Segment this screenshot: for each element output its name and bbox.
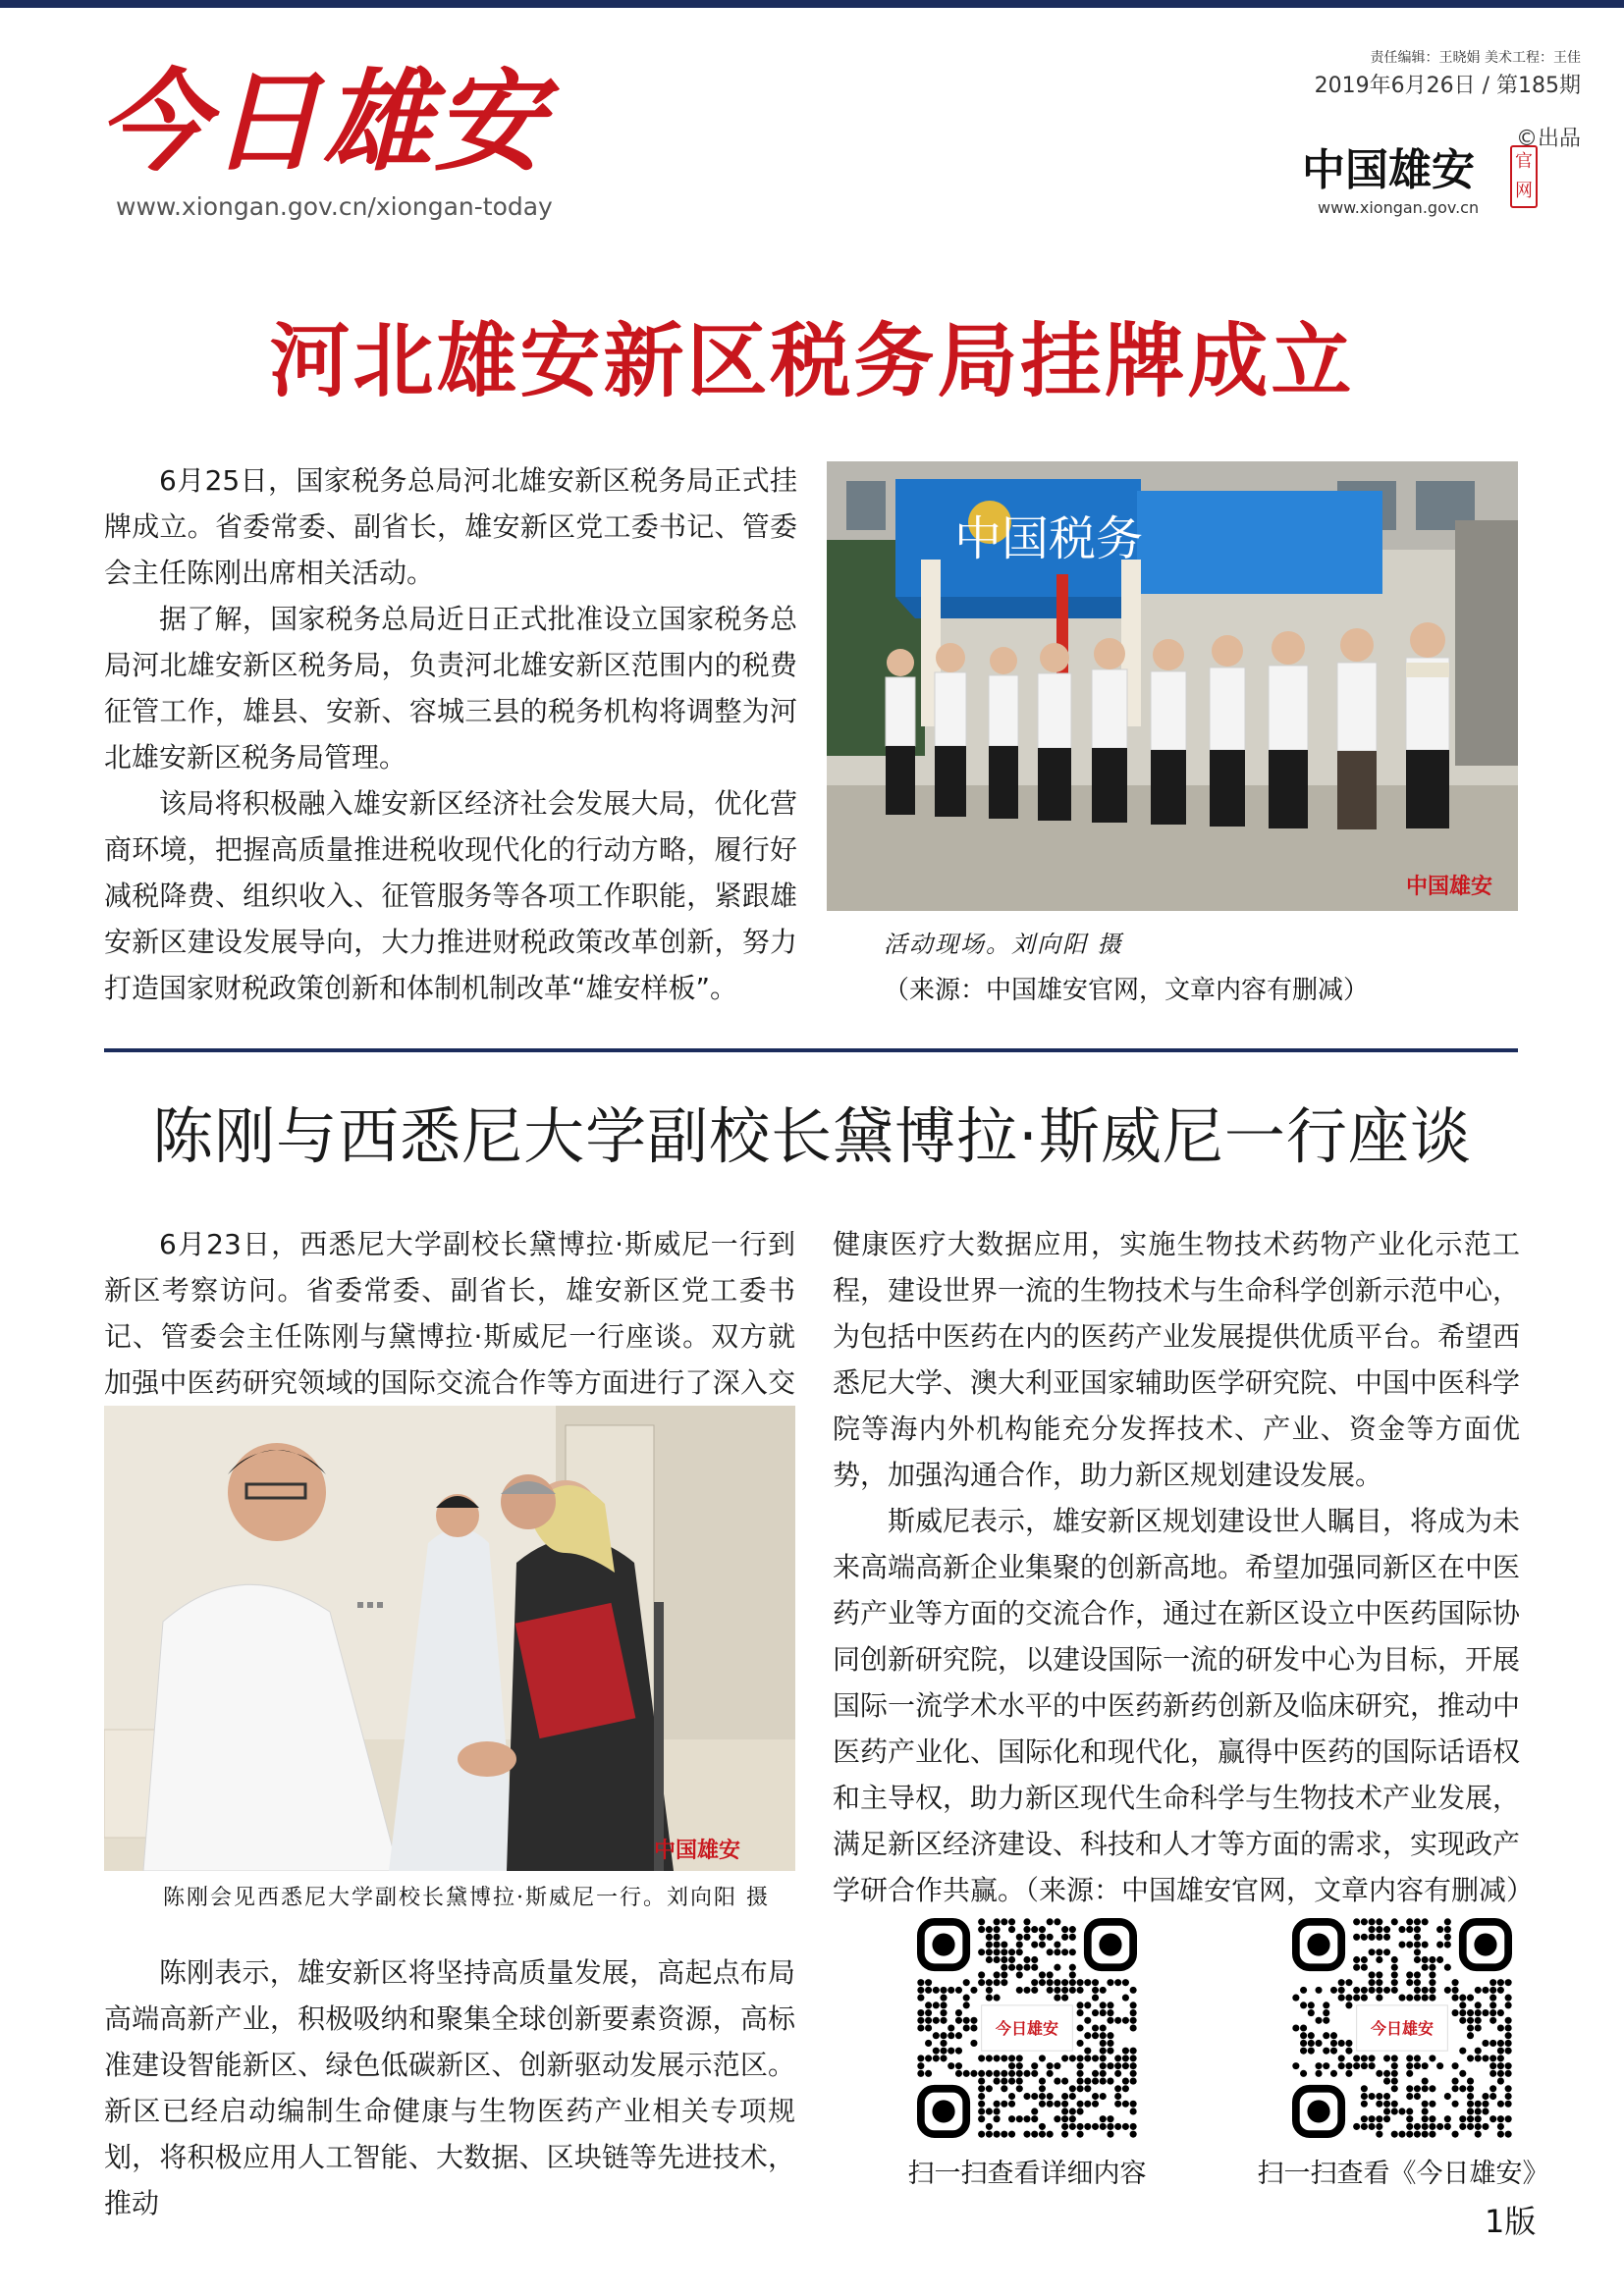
article2-headline: 陈刚与西悉尼大学副校长黛博拉·斯威尼一行座谈 bbox=[152, 1100, 1472, 1172]
tax-bureau-photo bbox=[827, 461, 1518, 911]
article1-headline: 河北雄安新区税务局挂牌成立 bbox=[269, 314, 1355, 408]
article2-paragraph: 斯威尼表示，雄安新区规划建设世人瞩目，将成为未来高端高新企业集聚的创新高地。希望加强同新区在中医药产业等方面的交流合作，通过在新区设立中医药国际协同创新研究院，以建设国际一流的研发中心为目标，开展国际一流学术水平的中医药新药创新及临床研究，推动中医药产业化、国际化和现代化，赢得中医药的国际话语权和主导权，助力新区现代生命科学与生物技术产业发展，满足新区经济建设、科技和人才等方面的需求，实现政产学研合作共赢。（来源：中国雄安官网，文章内容有删减） bbox=[833, 1505, 1535, 1906]
editors-credit: 责任编辑：王晓娟 美术工程：王佳 bbox=[1370, 50, 1581, 66]
article2-left-bottom bbox=[104, 1949, 795, 2226]
article1-paragraph: 6月25日，国家税务总局河北雄安新区税务局正式挂牌成立。省委常委、副省长，雄安新区党工委书记、管委会主任陈刚出席相关活动。 bbox=[104, 464, 797, 589]
article2-right-column bbox=[833, 1221, 1535, 1913]
brand-logo bbox=[1302, 143, 1538, 222]
qr-code-subscribe[interactable] bbox=[1292, 1918, 1512, 2138]
qr-code-detail[interactable] bbox=[917, 1918, 1137, 2138]
article1-caption: 活动现场。刘向阳 摄 bbox=[884, 931, 1123, 958]
qr-center-label: 今日雄安 bbox=[995, 2019, 1059, 2038]
brand-seal: 官网 bbox=[1510, 145, 1538, 208]
producer-label: ©出品 bbox=[1515, 127, 1581, 151]
article2-paragraph: 陈刚表示，雄安新区将坚持高质量发展，高起点布局高端高新产业，积极吸纳和聚集全球创新要素资源，高标准建设智能新区、绿色低碳新区、创新驱动发展示范区。新区已经启动编制生命健康与生物医药产业相关专项规划，将积极应用人工智能、大数据、区块链等先进技术，推动 bbox=[104, 1956, 795, 2219]
article2-caption: 陈刚会见西悉尼大学副校长黛博拉·斯威尼一行。刘向阳 摄 bbox=[163, 1886, 770, 1910]
article1-source: （来源：中国雄安官网，文章内容有删减） bbox=[884, 976, 1370, 1005]
section-divider bbox=[104, 1048, 1518, 1052]
issue-date: 2019年6月26日 / 第185期 bbox=[1314, 74, 1581, 98]
article2-paragraph: 健康医疗大数据应用，实施生物技术药物产业化示范工程，建设世界一流的生物技术与生命科学创新示范中心，为包括中医药在内的医药产业发展提供优质平台。希望西悉尼大学、澳大利亚国家辅助医学研究院、中国中医科学院等海内外机构能充分发挥技术、产业、资金等方面优势，加强沟通合作，助力新区规划建设发展。 bbox=[833, 1228, 1521, 1491]
article1-paragraph: 据了解，国家税务总局近日正式批准设立国家税务总局河北雄安新区税务局，负责河北雄安新区范围内的税费征管工作，雄县、安新、容城三县的税务机构将调整为河北雄安新区税务局管理。 bbox=[104, 603, 797, 774]
qr-label-subscribe: 扫一扫查看《今日雄安》 bbox=[1257, 2159, 1549, 2189]
photo1-watermark: 中国雄安 bbox=[1406, 874, 1493, 899]
top-bar bbox=[0, 0, 1624, 8]
photo-sign-text: 中国税务 bbox=[954, 511, 1144, 566]
article2-paragraph: 6月23日，西悉尼大学副校长黛博拉·斯威尼一行到新区考察访问。省委常委、副省长，雄安新区党工委书记、管委会主任陈刚与黛博拉·斯威尼一行座谈。双方就加强中医药研究领域的国际交流合作等方面进行了深入交 bbox=[104, 1228, 795, 1399]
brand-name: 中国雄安 bbox=[1302, 145, 1475, 195]
meeting-photo bbox=[104, 1406, 795, 1871]
brand-url[interactable]: www.xiongan.gov.cn bbox=[1318, 198, 1480, 217]
article1-paragraph: 该局将积极融入雄安新区经济社会发展大局，优化营商环境，把握高质量推进税收现代化的行动方略，履行好减税降费、组织收入、征管服务等各项工作职能，紧跟雄安新区建设发展导向，大力推进财税政策改革创新，努力打造国家财税政策创新和体制机制改革“雄安样板”。 bbox=[104, 787, 797, 1004]
page-number: 1版 bbox=[1485, 2203, 1537, 2240]
article1-body bbox=[104, 457, 797, 1011]
photo2-watermark: 中国雄安 bbox=[654, 1838, 741, 1863]
qr-label-detail: 扫一扫查看详细内容 bbox=[907, 2159, 1147, 2189]
qr-center-label: 今日雄安 bbox=[1370, 2019, 1435, 2038]
masthead-logo: 今日雄安 bbox=[98, 58, 546, 187]
masthead-url[interactable]: www.xiongan.gov.cn/xiongan-today bbox=[116, 192, 553, 221]
